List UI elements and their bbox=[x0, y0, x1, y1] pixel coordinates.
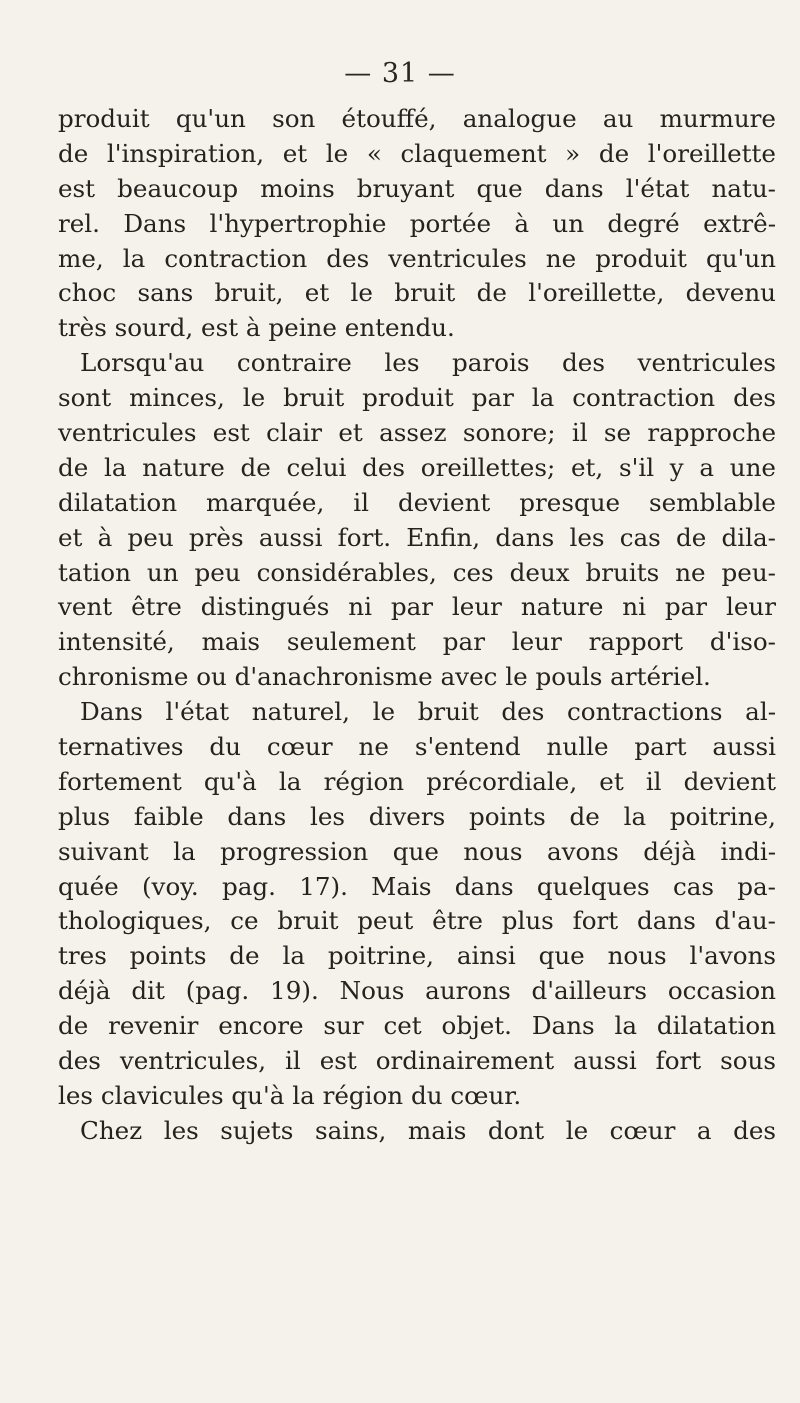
text-line: produit qu'un son étouffé, analogue au murmure bbox=[58, 104, 776, 133]
text-line: Lorsqu'au contraire les parois des ventricules bbox=[80, 348, 776, 378]
text-line: des ventricules, il est ordinairement aussi fort sous bbox=[58, 1046, 776, 1076]
text-line: chronisme ou d'anachronisme avec le pouls artériel. bbox=[58, 662, 711, 692]
text-line: déjà dit (pag. 19). Nous aurons d'ailleurs occasion bbox=[58, 976, 776, 1006]
text-line: tation un peu considérables, ces deux bruits ne peu- bbox=[58, 557, 776, 587]
text-line: suivant la progression que nous avons déjà indi- bbox=[58, 836, 776, 866]
text-line: vent être distingués ni par leur nature ni par leur bbox=[58, 592, 776, 622]
text-line: Chez les sujets sains, mais dont le cœur a des bbox=[80, 1115, 776, 1145]
text-line: me, la contraction des ventricules ne produit qu'un bbox=[58, 243, 776, 273]
text-line: les clavicules qu'à la région du cœur. bbox=[58, 1080, 522, 1110]
page-number-header: — 31 — bbox=[344, 58, 456, 89]
text-line: tres points de la poitrine, ainsi que nous l'avons bbox=[58, 941, 776, 971]
text-line: thologiques, ce bruit peut être plus fort dans d'au- bbox=[58, 906, 776, 936]
text-line: très sourd, est à peine entendu. bbox=[58, 313, 455, 343]
text-line: dilatation marquée, il devient presque semblable bbox=[58, 487, 776, 517]
text-line: plus faible dans les divers points de la poitrine, bbox=[58, 801, 776, 831]
text-line: Dans l'état naturel, le bruit des contractions al- bbox=[80, 697, 776, 727]
text-line: ventricules est clair et assez sonore; il se rapproche bbox=[58, 418, 776, 448]
text-line: intensité, mais seulement par leur rapport d'iso- bbox=[58, 627, 776, 657]
text-line: sont minces, le bruit produit par la contraction des bbox=[58, 383, 776, 413]
text-line: choc sans bruit, et le bruit de l'oreillette, devenu bbox=[58, 278, 776, 308]
body-text bbox=[58, 102, 776, 1149]
text-line: et à peu près aussi fort. Enfin, dans les cas de dila- bbox=[58, 522, 776, 552]
text-line: quée (voy. pag. 17). Mais dans quelques cas pa- bbox=[58, 871, 776, 901]
text-line: ternatives du cœur ne s'entend nulle part aussi bbox=[58, 732, 776, 762]
text-line: de la nature de celui des oreillettes; et, s'il y a une bbox=[58, 452, 776, 482]
text-line: fortement qu'à la région précordiale, et il devient bbox=[58, 766, 776, 796]
text-line: est beaucoup moins bruyant que dans l'état natu- bbox=[58, 173, 776, 203]
text-line: de revenir encore sur cet objet. Dans la dilatation bbox=[58, 1011, 776, 1041]
text-line: rel. Dans l'hypertrophie portée à un degré extrê- bbox=[58, 208, 776, 238]
text-line: de l'inspiration, et le « claquement » de l'oreillette bbox=[58, 138, 776, 168]
